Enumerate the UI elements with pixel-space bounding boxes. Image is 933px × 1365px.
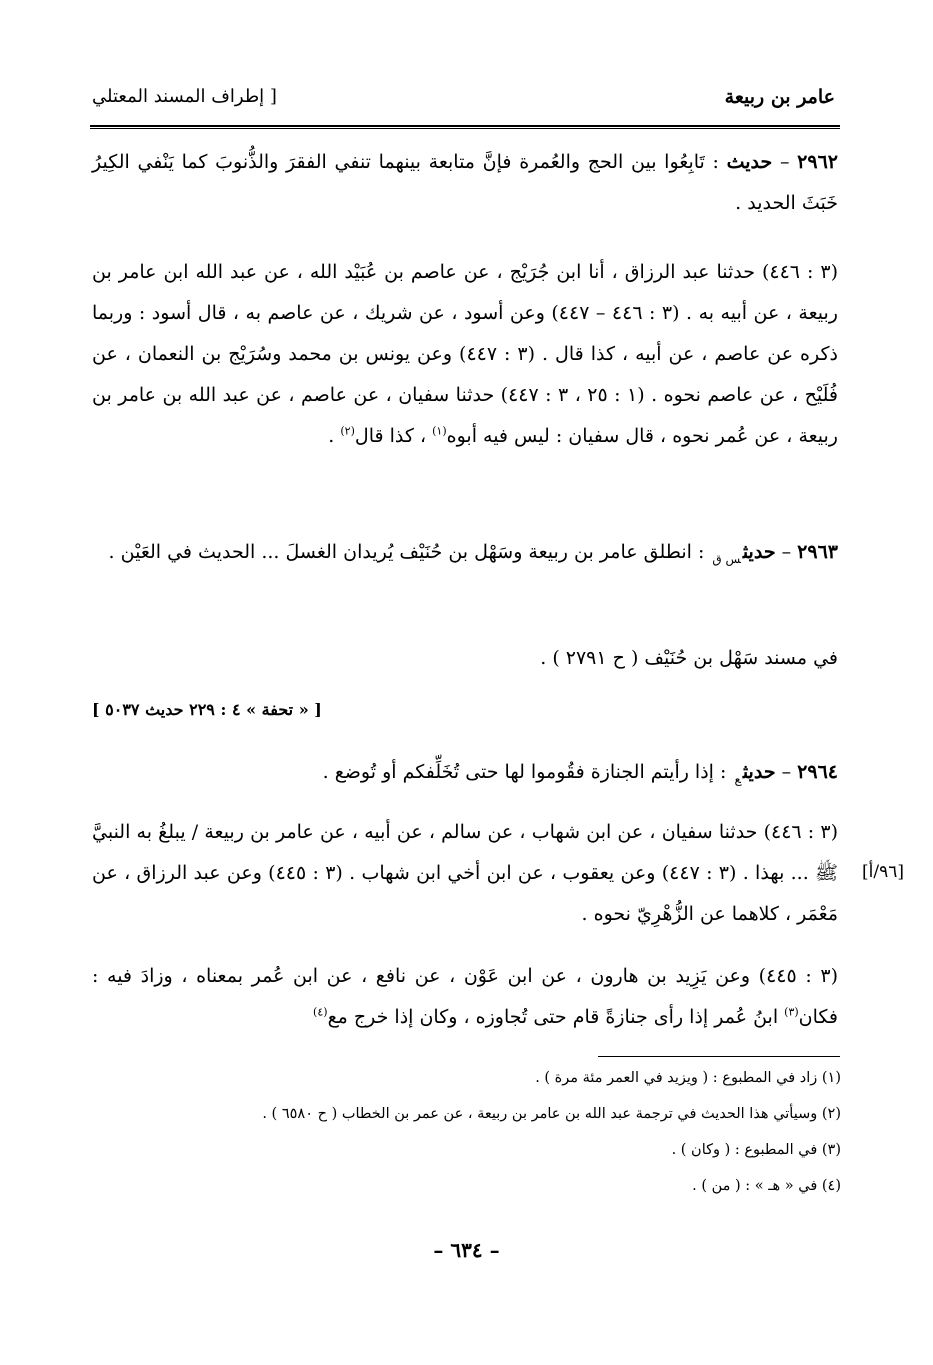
footnote-1: (١) زاد في المطبوع : ( ويزيد في العمر مئة مرة ) . [535,1070,841,1086]
header-rule-thin [90,128,840,129]
isnad-text: ابنُ عُمر إذا رأى جنازةً قام حتى تُجاوزه ، وكان إذا خرج مع [327,1006,785,1028]
footnote-marker-1: (١) [432,424,447,438]
footnote-2: (٢) وسيأتي هذا الحديث في ترجمة عبد الله بن عامر بن ربيعة ، عن عمر بن الخطاب ( ح ٦٥٨٠ ) . [262,1106,841,1122]
hadith-dash: – [772,151,798,173]
isnad-text: ، كذا قال [354,425,433,447]
header-rule [90,125,840,127]
footnote-marker-4: (٤) [313,1005,328,1019]
cross-reference-text: في مسند سَهْل بن حُنَيْف ( ح ٢٧٩١ ) . [540,647,838,669]
isnad-text: (٣ : ٤٤٦) حدثنا سفيان ، عن ابن شهاب ، عن سالم ، عن أبيه ، عن عامر بن ربيعة / يبلغُ به النبيَّ ﷺ ... بهذا . (٣ : ٤٤٧) وعن يعقوب ، عن ابن أخي ابن شهاب . (٣ : ٤٤٥) وعن عبد الرزاق ، عن مَعْمَر ، كلاهما عن الزُّهْرِيّ نحوه . [92,821,839,925]
isnad-text: (٣ : ٤٤٦) حدثنا عبد الرزاق ، أنا ابن جُرَيْج ، عن عاصم بن عُبَيْد الله ، عن عبد الله ابن عامر بن ربيعة ، عن أبيه به . (٣ : ٤٤٦ – ٤٤٧) وعن أسود ، عن شريك ، عن عاصم به ، قال أسود : وربما ذكره عن عاصم ، عن أبيه ، كذا قال . (٣ : ٤٤٧) وعن يونس بن محمد وسُرَيْج بن النعمان ، عن فُلَيْح ، عن عاصم نحوه . (١ : ٢٥ ، ٣ : ٤٤٧) حدثنا سفيان ، عن عاصم ، عن عبد الله بن عامر بن ربيعة ، عن عُمر نحوه ، قال سفيان : ليس فيه أبوه [92,261,839,447]
hadith-number: ٢٩٦٢ [797,151,838,173]
footnote-rule [598,1056,840,1057]
hadith-2964 [92,752,838,793]
hadith-dash: – [775,761,798,783]
section-title: عامر بن ربيعة [724,86,835,108]
isnad-2962 [92,252,838,457]
hadith-text: : انطلق عامر بن ربيعة وسَهْل بن حُنَيْف يُريدان الغسلَ ... الحديث في العَيْن . [108,541,711,563]
tuhfa-reference: [ « تحفة » ٤ : ٢٢٩ حديث ٥٠٣٧ ] [92,700,322,719]
book-title: [ إطراف المسند المعتلي [92,86,277,107]
footnote-3: (٣) في المطبوع : ( وكان ) . [671,1142,841,1158]
footnote-4: (٤) في « هـ » : ( من ) . [692,1178,841,1194]
hadith-text: : تَابِعُوا بين الحج والعُمرة فإنَّ متابعة بينهما تنفي الفقرَ والذُّنوبَ كما يَنْفي الكِيرُ خَبَثَ الحديد . [92,151,838,214]
hadith-number: ٢٩٦٤ [797,761,838,783]
cross-reference [92,638,838,679]
hadith-text: : إذا رأيتم الجنازة فقُوموا لها حتى تُخَلِّفكم أو تُوضع . [322,761,733,783]
hadith-2963 [92,532,838,573]
footnote-marker-3: (٣) [784,1005,799,1019]
isnad-2964b [92,956,838,1038]
isnad-text: (٣ : ٤٤٥) وعن يَزِيد بن هارون ، عن ابن عَوْن ، عن نافع ، عن ابن عُمر بمعناه ، وزادَ فيه : فكان [92,965,838,1028]
isnad-text: . [328,425,341,447]
manuscript-folio-marker: [٩٦/أ] [862,862,904,882]
hadith-keyword: حديث [742,541,776,563]
page-number: – ٦٣٤ – [433,1238,500,1262]
hadith-number: ٢٩٦٣ [797,541,838,563]
siglum: ع [734,771,741,786]
hadith-keyword: حديث [726,151,773,173]
siglum: س ق [712,551,741,566]
isnad-2964a [92,812,838,935]
hadith-2962 [92,142,838,224]
footnote-marker-2: (٢) [340,424,355,438]
hadith-dash: – [775,541,798,563]
hadith-keyword: حديث [742,761,776,783]
